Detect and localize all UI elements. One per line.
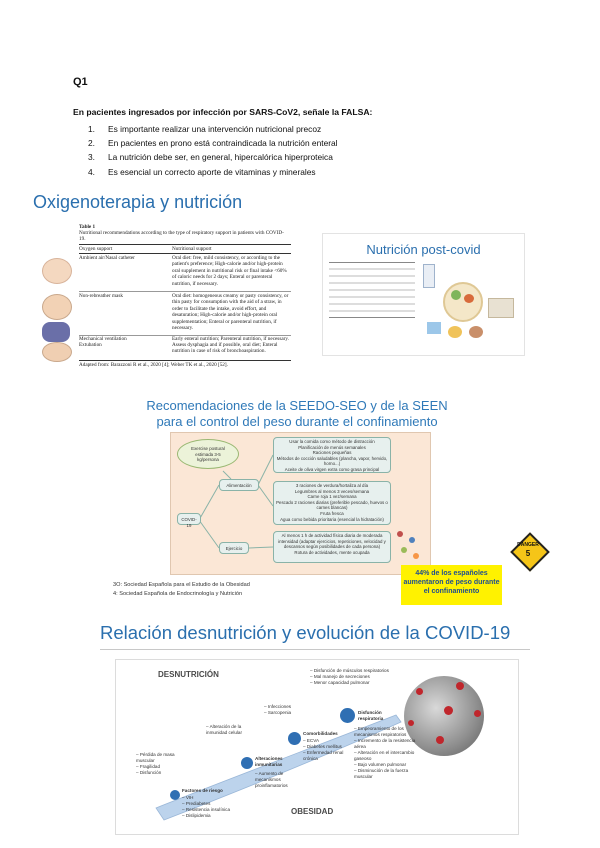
table-header-nutrition: Nutritional support	[172, 246, 212, 252]
table-label: Table 1	[79, 224, 96, 230]
answer-options	[88, 122, 338, 179]
answer-option[interactable]: 2. En pacientes en prono está contraindicada la nutrición enteral	[88, 138, 338, 149]
upper-list-right: – Disfunción de músculos respiratorios – Mal manejo de secreciones – Menor capacidad pulmonar	[310, 668, 389, 685]
ventilated-patient-icon	[42, 322, 70, 342]
answer-option[interactable]: 3. La nutrición debe ser, en general, hipercalórica hiperproteica	[88, 152, 333, 163]
food-box-icon	[488, 298, 514, 318]
question-label: Q1	[73, 76, 88, 88]
footnote-seedo: 3O: Sociedad Española para el Estudio de la Obesidad	[113, 582, 250, 588]
stage-dot	[241, 757, 253, 769]
table-cell: Non-rebreather mask	[79, 293, 123, 299]
upper-list-mid1: – Alteración de la inmunidad celular	[206, 724, 243, 735]
stage-title: Comorbilidades	[303, 731, 338, 736]
alimentacion-box-1: Usar la comida como método de distracción Planificación de menús semanales Raciones pequeñas Métodos de cocción saludables (plancha, vapor, hervido, horno...) Aceite de oliva virgen extra como grasa principal	[273, 437, 391, 473]
vegetable-icon	[451, 290, 461, 300]
stage-dot	[288, 732, 301, 745]
desnutricion-label: DESNUTRICIÓN	[158, 670, 219, 679]
exercise-figures-icon	[395, 529, 425, 565]
extubated-patient-icon	[42, 342, 72, 362]
answer-option[interactable]: 1. Es importante realizar una intervención nutricional precoz	[88, 124, 322, 134]
stage-list: – ECVA – Diabetes mellitus – Enfermedad renal crónica	[303, 738, 344, 761]
post-covid-table	[329, 262, 415, 348]
danger-sign-icon: DANGER 5	[512, 534, 544, 566]
slide-title-post-covid: Nutrición post-covid	[366, 242, 481, 257]
slide-title-oxigenoterapia: Oxigenoterapia y nutrición	[33, 192, 243, 212]
nutrition-table-card	[42, 214, 306, 368]
stage-title: Factores de riesgo	[182, 788, 223, 793]
egg-icon	[448, 326, 462, 338]
post-covid-card	[322, 233, 525, 356]
table-source: Adapted from: Barazzoni R et al., 2020 [4]; Weber TK et al., 2020 [52].	[79, 362, 228, 368]
question-text: En pacientes ingresados por infección por SARS-CoV2, señale la FALSA:	[73, 107, 373, 117]
slide-title-relacion: Relación desnutrición y evolución de la COVID-19	[100, 622, 511, 643]
weight-gain-highlight: 44% de los españoles aumentaron de peso durante el confinamiento	[401, 565, 502, 605]
oxygen-mask-patient-icon	[42, 294, 72, 320]
title-rule	[100, 649, 530, 650]
virus-spike-icon	[474, 710, 481, 717]
stage-list: – Aumento de mecanismos proinflamatorios	[255, 771, 288, 788]
food-plate-icon	[443, 282, 483, 322]
upper-list-left: – Pérdida de masa muscular – Fragilidad – Disfunción	[136, 752, 175, 775]
footnote-seen: 4: Sociedad Española de Endocrinología y Nutrición	[113, 591, 243, 597]
stage-list: – VIH – Prediabetes – Resistencia insulínica – Dislipidemia	[182, 795, 231, 818]
seedo-title-line1: Recomendaciones de la SEEDO-SEO y de la SEEN	[146, 398, 448, 413]
seedo-title	[127, 398, 467, 430]
table-cell: Early enteral nutrition; Parenteral nutrition, if necessary.	[172, 336, 289, 342]
weight-gain-bubble: Exercise postural estimada 3-5 kg/persona	[177, 439, 239, 469]
fruit-icon	[464, 294, 474, 303]
seedo-concept-map	[170, 432, 431, 575]
bottle-icon	[423, 264, 435, 288]
stage-title: Disfunción respiratoria	[358, 710, 384, 721]
table-cell: Oral diet: free, mild consistency, or according to the patient's preference; High-calorie and/or high-protein oral supplement in nutritional risk or final intake <60% of caloric needs for 2 days; Enteral or parenteral nutrition, if necessary.	[172, 255, 287, 287]
branch-alimentacion: Alimentación	[219, 479, 259, 491]
virus-spike-icon	[444, 706, 453, 715]
virus-spike-icon	[456, 682, 464, 690]
seedo-title-line2: para el control del peso durante el confinamiento	[156, 414, 438, 429]
alimentacion-box-2: 3 raciones de verdura/hortaliza al día Legumbres al menos 3 veces/semana Carne roja 1 vez/semana Pescado 2 raciones diarias (preferible pescado, huevos o carnes blancas) Fruta fresca Agua como bebida prioritaria (esencial la hidratación)	[273, 481, 391, 525]
table-header-oxygen: Oxygen support	[79, 246, 113, 252]
water-icon	[427, 322, 441, 334]
root-node: COVID-19	[177, 513, 201, 525]
table-cell: Extubation	[79, 342, 102, 348]
branch-ejercicio: Ejercicio	[219, 542, 249, 554]
table-caption: Nutritional recommendations according to the type of respiratory support in patients with COVID-19.	[79, 230, 284, 243]
obesidad-label: OBESIDAD	[291, 807, 334, 816]
stage-title: Alteraciones inmunitarias	[255, 756, 283, 767]
patient-face-icon	[42, 258, 72, 284]
virus-spike-icon	[436, 736, 444, 744]
table-cell: Assess dysphagia and if possible, oral diet; Enteral nutrition in case of risk of bronchoaspiration.	[172, 342, 278, 355]
ejercicio-box: Al menos 1 h de actividad física diaria de moderada intensidad (adaptar ejercicios, repeticiones, velocidad y descansos según posibilidades de cada persona) Rotura de actividades, mente ocupada	[273, 531, 391, 563]
desnutricion-diagram	[115, 659, 519, 835]
bread-icon	[469, 326, 483, 338]
answer-option[interactable]: 4. Es esencial un correcto aporte de vitaminas y minerales	[88, 166, 316, 177]
stage-dot	[340, 708, 355, 723]
table-cell: Oral diet: homogeneous creamy or pasty consistency, or thin pasty for consumption with the aid of a straw, in order to facilitate the intake, avoid effort, and desaturation; High-calorie and/or high-protein oral supplementation; Enteral or parenteral nutrition, if necessary.	[172, 293, 289, 332]
upper-list-mid2: – Infecciones – Sarcopenia	[264, 704, 292, 715]
table-cell: Ambient air/Nasal catheter	[79, 255, 135, 261]
table-cell: Mechanical ventilation	[79, 336, 127, 342]
stage-dot	[170, 790, 180, 800]
virus-spike-icon	[416, 688, 423, 695]
stage-list: – Empeoramiento de los mecanismos respiratorios – Incremento de la resistencia aérea – Alteración en el intercambio gaseoso – Bajo volumen pulmonar – Disminución de la fuerza muscular	[354, 726, 416, 779]
